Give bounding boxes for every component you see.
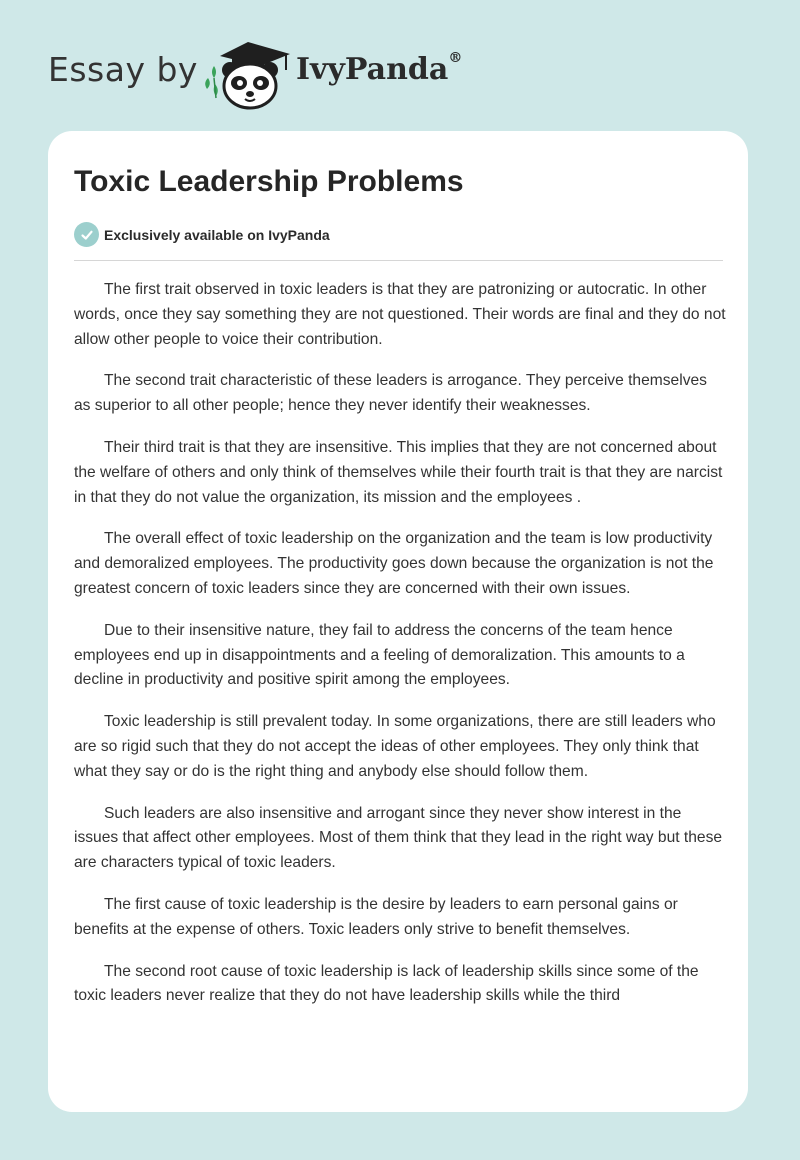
essay-body [74, 278, 726, 1026]
paragraph: The second trait characteristic of these leaders is arrogance. They perceive themselves as superior to all other people; hence they never identify their weaknesses. [74, 372, 707, 415]
exclusive-badge-label: Exclusively available on IvyPanda [104, 226, 330, 243]
ivy-leaf-icon [205, 66, 218, 98]
ivypanda-logo-icon[interactable] [200, 36, 296, 110]
paragraph: Their third trait is that they are insensitive. This implies that they are not concerned about the welfare of others and only think of themselves while their fourth trait is that they are narcist in that they do not value the organization, its mission and the employees . [74, 438, 723, 506]
paragraph: The second root cause of toxic leadership is lack of leadership skills since some of the toxic leaders never realize that they do not have leadership skills while the third [74, 962, 699, 1005]
check-icon [74, 222, 99, 247]
paragraph: Such leaders are also insensitive and arrogant since they never show interest in the issues that affect other employees. Most of them think that they lead in the right way but these are characters typical of toxic leaders. [74, 804, 723, 872]
paragraph: Toxic leadership is still prevalent today. In some organizations, there are still leaders who are so rigid such that they do not accept the ideas of other employees. They only think that what they say or do is the right thing and anybody else should follow them. [74, 713, 716, 780]
paragraph: The first trait observed in toxic leaders is that they are patronizing or autocratic. In other words, once they say something they are not questioned. Their words are final and they do not allow other people to voice their contribution. [74, 281, 726, 348]
title-divider [74, 260, 723, 261]
essay-by-label: Essay by [48, 50, 198, 89]
registered-mark: ® [448, 50, 463, 66]
paragraph: The overall effect of toxic leadership on the organization and the team is low productivity and demoralized employees. The productivity goes down because the organization is not the greatest concern of toxic leaders since they are concerned with their own issues. [74, 530, 714, 597]
brand-name[interactable] [296, 52, 462, 87]
site-header [0, 0, 800, 130]
exclusive-badge [74, 222, 330, 247]
page-title: Toxic Leadership Problems [74, 165, 464, 198]
paragraph: The first cause of toxic leadership is the desire by leaders to earn personal gains or benefits at the expense of others. Toxic leaders only strive to benefit themselves. [74, 895, 678, 938]
paragraph: Due to their insensitive nature, they fail to address the concerns of the team hence employees end up in disappointments and a feeling of demoralization. This amounts to a decline in productivity and positive spirit among the employees. [74, 621, 685, 689]
brand-name-text: IvyPanda [296, 52, 449, 87]
essay-card [48, 131, 748, 1112]
